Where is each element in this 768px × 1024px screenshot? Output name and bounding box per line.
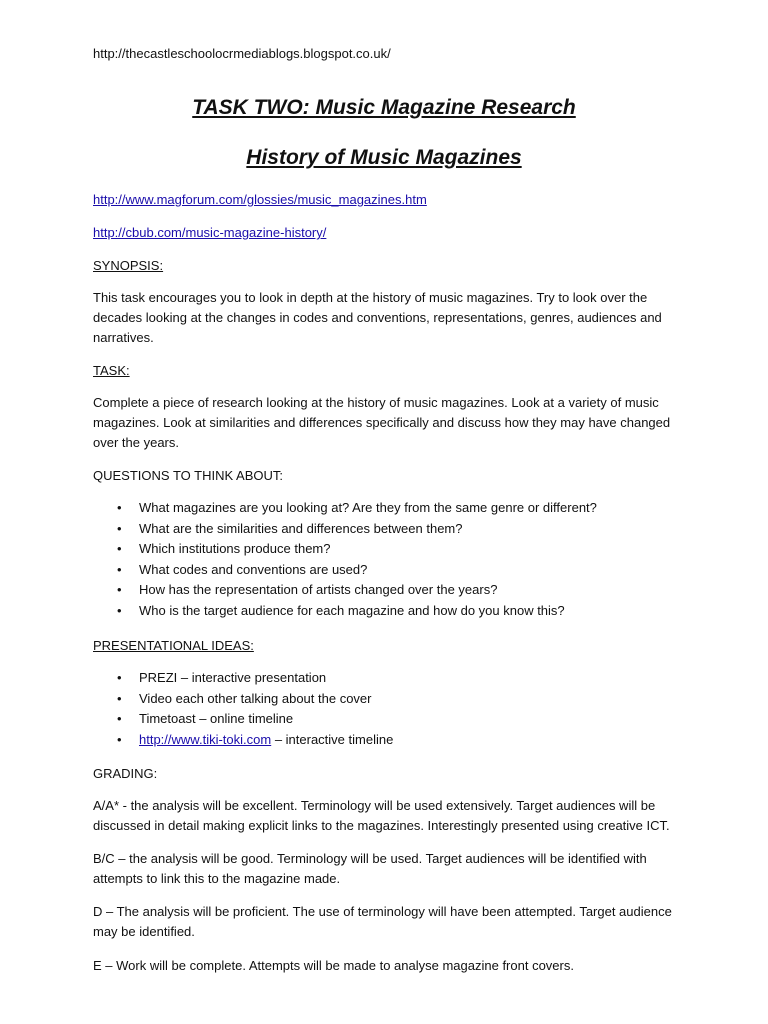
list-item: • Timetoast – online timeline — [93, 709, 393, 730]
list-item: • What magazines are you looking at? Are they from the same genre or different? — [93, 498, 597, 519]
tiki-toki-link[interactable]: http://www.tiki-toki.com — [139, 731, 272, 747]
bullet-icon: • — [117, 602, 122, 618]
bullet-icon: • — [117, 670, 122, 685]
magforum-link[interactable]: http://www.magforum.com/glossies/music_magazines.htm — [93, 192, 427, 207]
task-heading: TASK: — [93, 363, 130, 378]
task-text: Complete a piece of research looking at the history of music magazines. Look at a variety of music magazines. Look at similarities and differences specifically and discuss how they may have changed over the years. — [93, 395, 671, 450]
list-item: • What are the similarities and differences between them? — [93, 519, 597, 540]
list-item: • Video each other talking about the cover — [93, 689, 393, 710]
grading-b: B/C – the analysis will be good. Terminology will be used. Target audiences will be identified with attempts to link this to the magazine made. — [93, 851, 647, 886]
bullet-icon: • — [117, 731, 122, 747]
synopsis-text: This task encourages you to look in depth at the history of music magazines. Try to look over the decades looking at the changes in codes and conventions, representations, genres, audiences and narratives. — [93, 290, 662, 345]
list-item: • PREZI – interactive presentation — [93, 668, 393, 689]
cbub-link[interactable]: http://cbub.com/music-magazine-history/ — [93, 225, 327, 240]
header-url: http://thecastleschoolocrmediablogs.blogspot.co.uk/ — [93, 46, 391, 61]
grading-e: E – Work will be complete. Attempts will be made to analyse magazine front covers. — [93, 958, 574, 973]
bullet-icon: • — [117, 520, 122, 536]
grading-d: D – The analysis will be proficient. The use of terminology will have been attempted. Target audience may be identified. — [93, 904, 672, 939]
document-title: TASK TWO: Music Magazine Research — [192, 96, 576, 119]
questions-heading: QUESTIONS TO THINK ABOUT: — [93, 468, 283, 483]
questions-list — [93, 498, 597, 622]
bullet-icon: • — [117, 561, 122, 577]
bullet-icon: • — [117, 690, 122, 706]
list-item: • Who is the target audience for each magazine and how do you know this? — [93, 601, 597, 622]
bullet-icon: • — [117, 500, 122, 515]
bullet-icon: • — [117, 582, 122, 598]
list-item: • http://www.tiki-toki.com – interactive timeline — [93, 730, 393, 751]
list-item: • How has the representation of artists changed over the years? — [93, 580, 597, 601]
bullet-icon: • — [117, 711, 122, 727]
list-item: • What codes and conventions are used? — [93, 560, 597, 581]
presentational-heading: PRESENTATIONAL IDEAS: — [93, 638, 254, 653]
document-subtitle: History of Music Magazines — [246, 146, 522, 169]
synopsis-heading: SYNOPSIS: — [93, 258, 164, 273]
presentational-list — [93, 668, 393, 750]
list-item: • Which institutions produce them? — [93, 539, 597, 560]
grading-heading: GRADING: — [93, 766, 158, 781]
grading-a: A/A* - the analysis will be excellent. Terminology will be used extensively. Target audiences will be discussed in detail making explicit links to the magazines. Interestingly presented using creative ICT. — [93, 798, 670, 833]
bullet-icon: • — [117, 541, 122, 557]
